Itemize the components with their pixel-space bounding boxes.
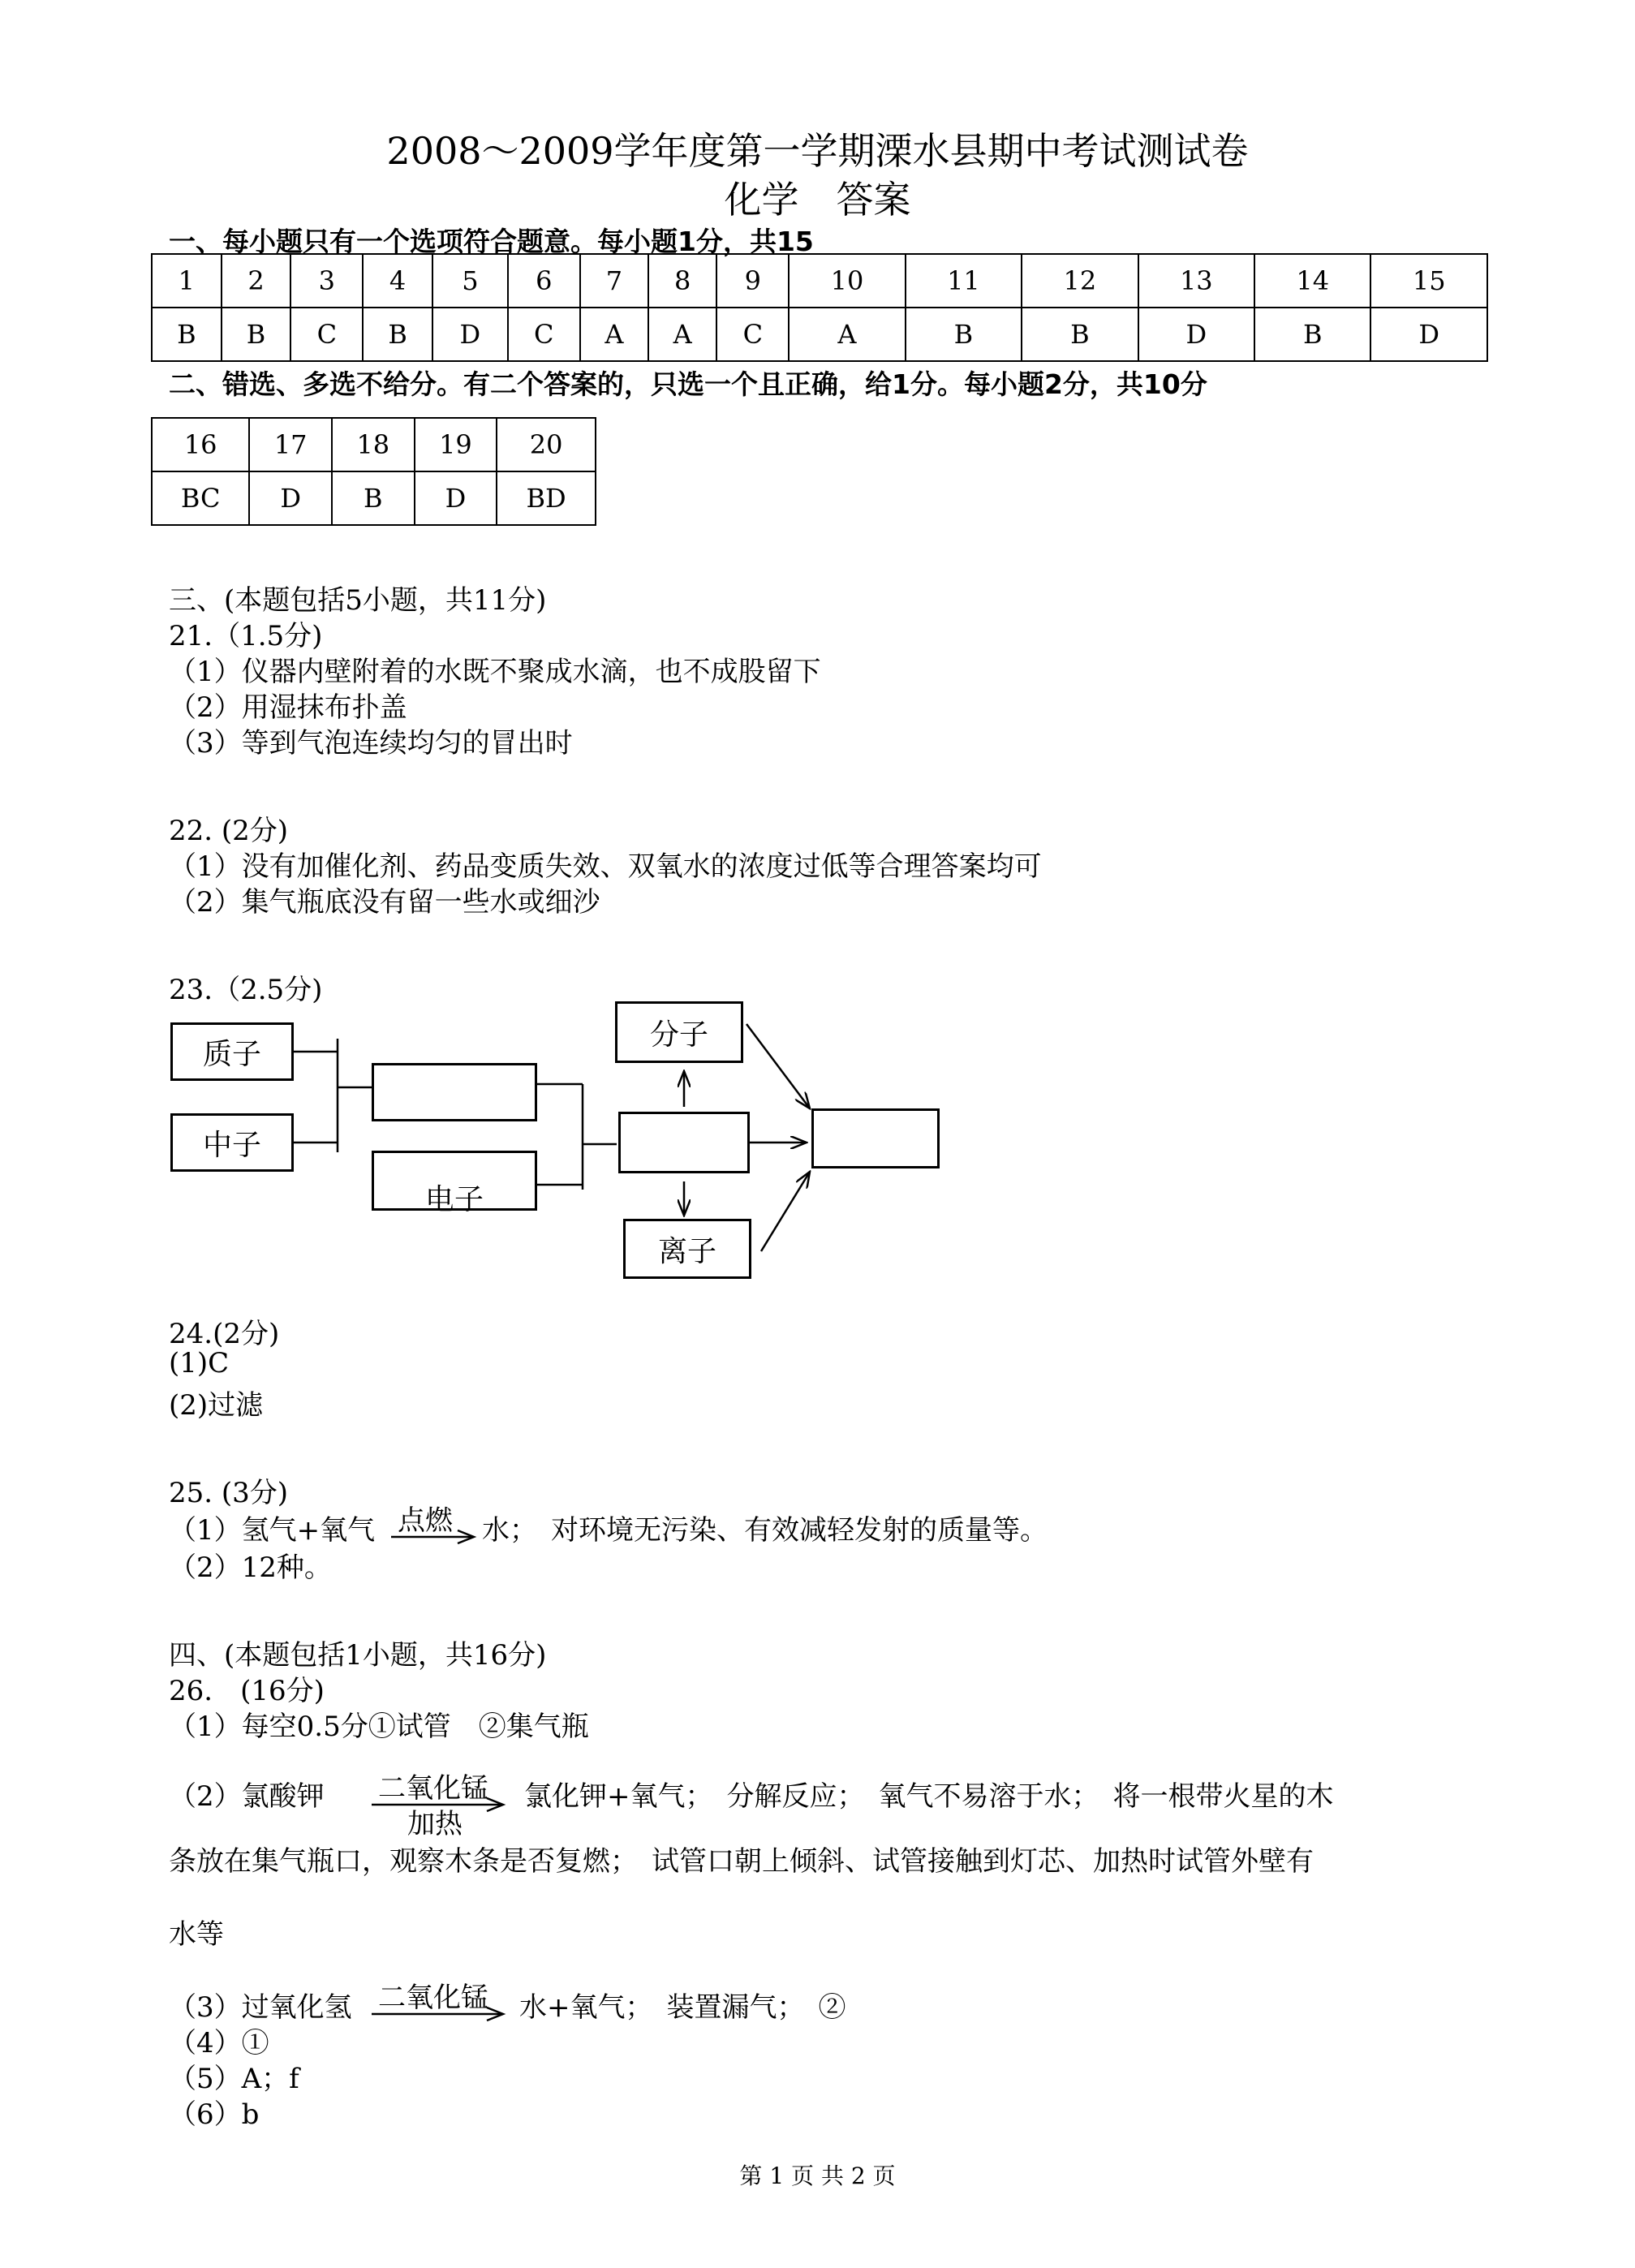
question-number-cell: 5	[432, 254, 508, 308]
blank-matter-box	[811, 1108, 940, 1168]
answer-cell: B	[152, 308, 222, 361]
q23-label: 23.（2.5分)	[169, 974, 323, 1006]
ion-box: 离子	[623, 1219, 751, 1279]
question-number-cell: 15	[1370, 254, 1487, 308]
q26-part2-condition-top: 二氧化锰	[378, 1772, 488, 1805]
answer-cell: D	[432, 308, 508, 361]
q26-part5: （5）A；f	[169, 2063, 299, 2095]
answer-cell: C	[290, 308, 363, 361]
q22-line: （1）没有加催化剂、药品变质失效、双氧水的浓度过低等合理答案均可	[169, 850, 1042, 883]
q22-label: 22. (2分)	[169, 815, 289, 847]
q25-line2: （2）12种。	[169, 1551, 332, 1584]
section3-heading: 三、(本题包括5小题，共11分)	[169, 584, 547, 617]
question-number-cell: 17	[249, 418, 332, 471]
q26-part1: （1）每空0.5分①试管 ②集气瓶	[169, 1711, 589, 1743]
question-number-cell: 4	[363, 254, 432, 308]
question-number-cell: 7	[580, 254, 648, 308]
blank-atom-box	[618, 1112, 750, 1173]
q26-part2-left: （2）氯酸钾	[169, 1780, 325, 1813]
electron-box: 电子	[372, 1151, 537, 1211]
q21-line: （2）用湿抹布扑盖	[169, 691, 407, 724]
document-subtitle: 化学 答案	[724, 178, 911, 222]
answer-cell: D	[415, 471, 497, 525]
answer-cell: B	[332, 471, 415, 525]
question-number-cell: 1	[152, 254, 222, 308]
question-number-cell: 9	[716, 254, 789, 308]
q26-part3-reaction-arrow	[370, 2006, 508, 2022]
q26-part6: （6）b	[169, 2098, 260, 2131]
answer-cell: B	[363, 308, 432, 361]
answer-cell: B	[1254, 308, 1370, 361]
section1-heading: 一、每小题只有一个选项符合题意。每小题1分，共15	[169, 226, 814, 257]
answer-cell: B	[906, 308, 1022, 361]
page-footer: 第 1 页 共 2 页	[739, 2163, 896, 2189]
question-number-cell: 12	[1022, 254, 1138, 308]
q21-line: （1）仪器内壁附着的水既不聚成水滴，也不成股留下	[169, 656, 821, 688]
section4-heading: 四、(本题包括1小题，共16分)	[169, 1639, 547, 1672]
answer-cell: C	[716, 308, 789, 361]
q26-part2-right: 氯化钾+氧气； 分解反应； 氧气不易溶于水； 将一根带火星的木	[524, 1780, 1334, 1813]
question-number-cell: 13	[1138, 254, 1254, 308]
document-title: 2008～2009学年度第一学期溧水县期中考试测试卷	[386, 129, 1249, 173]
question-number-cell: 20	[497, 418, 596, 471]
q26-part2-line2: 条放在集气瓶口，观察木条是否复燃； 试管口朝上倾斜、试管接触到灯芯、加热时试管外壁有	[169, 1845, 1314, 1878]
q25-line1-right: 水； 对环境无污染、有效减轻发射的质量等。	[482, 1514, 1048, 1547]
question-number-cell: 18	[332, 418, 415, 471]
q21-label: 21.（1.5分)	[169, 620, 323, 652]
molecule-box: 分子	[615, 1001, 743, 1063]
q24-line: (2)过滤	[169, 1389, 264, 1422]
q25-label: 25. (3分)	[169, 1477, 289, 1509]
answer-cell: B	[222, 308, 291, 361]
arrow-molecule-to-matter	[747, 1024, 810, 1108]
section2-heading: 二、错选、多选不给分。有二个答案的，只选一个且正确，给1分。每小题2分，共10分	[169, 368, 1207, 400]
q26-part4: （4）①	[169, 2027, 269, 2059]
question-number-cell: 19	[415, 418, 497, 471]
question-number-cell: 11	[906, 254, 1022, 308]
q25-line1-left: （1）氢气+氧气	[169, 1514, 376, 1547]
answer-cell: D	[1138, 308, 1254, 361]
q24-line: (1)C	[169, 1347, 230, 1379]
arrow-ion-to-matter	[761, 1172, 810, 1251]
answer-cell: D	[249, 471, 332, 525]
question-number-cell: 3	[290, 254, 363, 308]
answer-cell: B	[1022, 308, 1138, 361]
question-number-cell: 2	[222, 254, 291, 308]
blank-nucleus-box	[372, 1063, 537, 1121]
q26-part3-right: 水+氧气； 装置漏气； ②	[519, 1991, 846, 2024]
q25-reaction-arrow	[389, 1529, 479, 1545]
answer-cell: C	[508, 308, 580, 361]
question-number-cell: 16	[152, 418, 249, 471]
q26-part2-line3: 水等	[169, 1918, 224, 1951]
question-number-cell: 8	[648, 254, 716, 308]
question-number-cell: 6	[508, 254, 580, 308]
q24-label: 24.(2分)	[169, 1318, 280, 1350]
answer-cell: A	[580, 308, 648, 361]
q25-condition: 点燃	[398, 1504, 453, 1537]
q26-part3-left: （3）过氧化氢	[169, 1991, 352, 2024]
neutron-box: 中子	[170, 1113, 294, 1172]
question-number-cell: 10	[789, 254, 905, 308]
q21-line: （3）等到气泡连续均匀的冒出时	[169, 727, 573, 760]
answer-cell: BD	[497, 471, 596, 525]
q22-line: （2）集气瓶底没有留一些水或细沙	[169, 886, 600, 919]
q26-label: 26. (16分)	[169, 1675, 325, 1707]
q26-part3-condition: 二氧化锰	[378, 1982, 488, 2014]
answer-cell: A	[789, 308, 905, 361]
question-number-cell: 14	[1254, 254, 1370, 308]
q26-part2-condition-bottom: 加热	[407, 1808, 463, 1840]
answer-cell: A	[648, 308, 716, 361]
proton-box: 质子	[170, 1022, 294, 1081]
answer-cell: BC	[152, 471, 249, 525]
answer-cell: D	[1370, 308, 1487, 361]
